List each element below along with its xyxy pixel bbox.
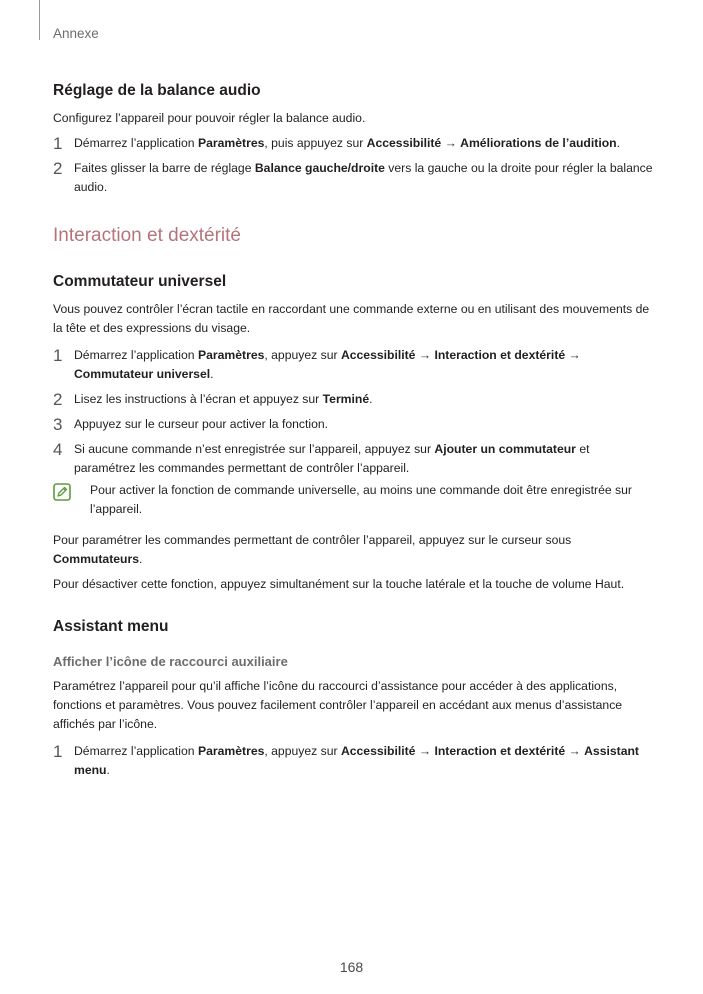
assistant-subtitle: Afficher l’icône de raccourci auxiliaire [53,654,288,669]
header-rule [39,0,40,40]
switch-step-1 [53,346,653,384]
switch-para-1: Pour paramétrer les commandes permettant de contrôler l’appareil, appuyez sur le curseur sous Commutateurs. [53,533,572,566]
note-pencil-icon [53,481,90,519]
note-text: Pour activer la fonction de commande universelle, au moins une commande doit être enregistrée sur l’appareil. [90,483,632,516]
balance-step-2 [53,159,653,197]
balance-title: Réglage de la balance audio [53,82,261,99]
assistant-step-1 [53,742,653,780]
step-text: Démarrez l’application Paramètres, appuyez sur Accessibilité → Interaction et dextérité → Assistant menu. [74,744,639,777]
step-number: 1 [53,134,63,153]
switch-para-2: Pour désactiver cette fonction, appuyez simultanément sur la touche latérale et la touche de volume Haut. [53,577,625,591]
balance-step-1 [53,134,653,153]
step-text: Démarrez l’application Paramètres, appuyez sur Accessibilité → Interaction et dextérité → Commutateur universel. [74,348,581,381]
balance-intro: Configurez l’appareil pour pouvoir régler la balance audio. [53,111,366,125]
interaction-title: Interaction et dextérité [53,225,241,246]
step-text: Démarrez l’application Paramètres, puis appuyez sur Accessibilité → Améliorations de l’audition. [74,136,620,150]
note-block [53,481,653,519]
assistant-title: Assistant menu [53,618,169,635]
switch-step-2 [53,390,653,409]
page-content [53,82,653,786]
step-number: 1 [53,346,63,365]
switch-step-4 [53,440,653,478]
step-text: Lisez les instructions à l’écran et appuyez sur Terminé. [74,392,373,406]
step-number: 1 [53,742,63,761]
step-text: Faites glisser la barre de réglage Balance gauche/droite vers la gauche ou la droite pour régler la balance audio. [74,161,653,194]
assistant-intro: Paramétrez l’appareil pour qu’il affiche l’icône du raccourci d’assistance pour accéder à des applications, fonctions et paramètres. Vous pouvez facilement contrôler l’appareil en accédant aux menus d’assistance affichés par l’icône. [53,679,623,731]
switch-title: Commutateur universel [53,273,227,290]
step-text: Appuyez sur le curseur pour activer la fonction. [74,417,329,431]
step-number: 2 [53,390,63,409]
step-number: 2 [53,159,63,178]
switch-step-3 [53,415,653,434]
switch-intro: Vous pouvez contrôler l’écran tactile en raccordant une commande externe ou en utilisant des mouvements de la tête et des expressions du visage. [53,302,650,335]
page-number: 168 [339,959,364,975]
step-text: Si aucune commande n’est enregistrée sur l’appareil, appuyez sur Ajouter un commutateur et paramétrez les commandes permettant de contrôler l’appareil. [74,442,590,475]
step-number: 3 [53,415,63,434]
step-number: 4 [53,440,63,459]
section-header: Annexe [53,26,99,41]
